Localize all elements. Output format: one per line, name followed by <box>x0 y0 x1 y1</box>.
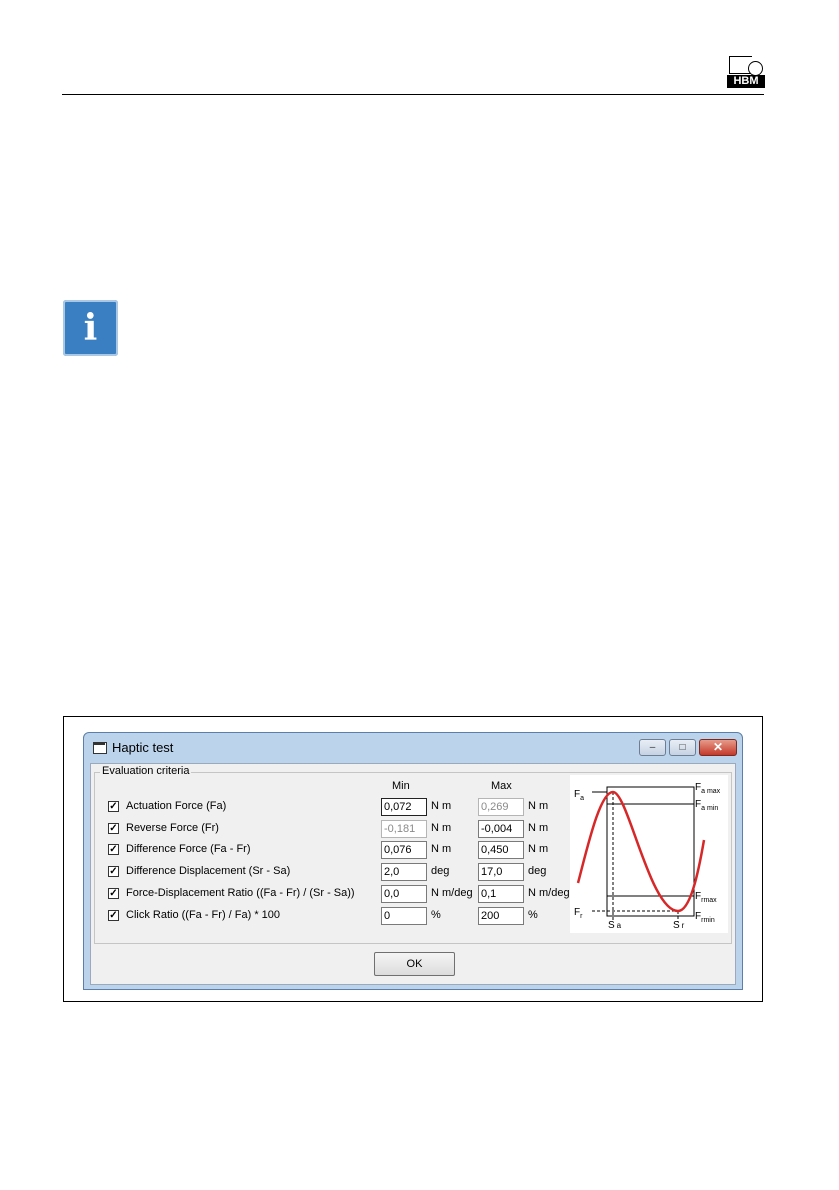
haptic-test-dialog <box>83 732 743 990</box>
criterion-row <box>95 841 565 859</box>
fr-label: $F_r$ <box>574 907 583 920</box>
criterion-row <box>95 885 570 903</box>
min-unit-label: N m <box>431 800 452 812</box>
info-icon-glyph: i <box>83 307 98 349</box>
criterion-label: Actuation Force (Fa) <box>126 800 227 812</box>
hbm-logo <box>727 54 765 91</box>
group-title: Evaluation criteria <box>102 765 190 777</box>
min-value-input[interactable]: 0,076 <box>381 841 427 859</box>
min-value-input[interactable]: 0 <box>381 907 427 925</box>
evaluation-criteria-group <box>94 765 732 944</box>
logo-circle <box>748 61 763 76</box>
criterion-label: Difference Force (Fa - Fr) <box>126 843 251 855</box>
haptic-force-curve <box>578 792 704 911</box>
criterion-row <box>95 798 565 816</box>
criterion-row <box>95 907 565 925</box>
sa-label: S a <box>608 920 622 931</box>
criterion-checkbox[interactable]: ✓ <box>109 801 118 812</box>
max-value-input[interactable]: 17,0 <box>478 863 524 881</box>
max-value-input[interactable]: 0,269 <box>478 798 524 816</box>
min-value-input[interactable]: -0,181 <box>381 820 427 838</box>
criterion-checkbox[interactable]: ✓ <box>109 844 118 855</box>
criterion-label: Difference Displacement (Sr - Sa) <box>126 865 291 877</box>
haptic-curve-svg <box>570 775 728 933</box>
max-unit-label: N m <box>528 822 549 834</box>
maximize-button[interactable]: □ <box>669 739 696 756</box>
criterion-label: Force-Displacement Ratio ((Fa - Fr) / (Sr - Sa)) <box>126 887 355 899</box>
dialog-titlebar[interactable] <box>84 733 742 763</box>
min-value-input[interactable]: 0,072 <box>381 798 427 816</box>
info-icon <box>63 300 118 356</box>
min-value-input[interactable]: 0,0 <box>381 885 427 903</box>
max-value-input[interactable]: -0,004 <box>478 820 524 838</box>
max-value-input[interactable]: 0,450 <box>478 841 524 859</box>
criterion-row <box>95 863 565 881</box>
famax-label: $F_{a max}$ <box>695 782 721 795</box>
min-unit-label: % <box>431 909 441 921</box>
close-button[interactable]: ✕ <box>699 739 737 756</box>
min-value-input[interactable]: 2,0 <box>381 863 427 881</box>
min-unit-label: N m <box>431 822 452 834</box>
dialog-title: Haptic test <box>112 740 174 755</box>
max-unit-label: % <box>528 909 538 921</box>
criterion-checkbox[interactable]: ✓ <box>109 910 118 921</box>
fa-label: $F_a$ <box>574 789 585 802</box>
haptic-curve-diagram <box>570 775 728 933</box>
min-unit-label: deg <box>431 865 450 877</box>
diagram-frame <box>607 787 694 916</box>
criterion-checkbox[interactable]: ✓ <box>109 823 118 834</box>
criterion-label: Reverse Force (Fr) <box>126 822 219 834</box>
max-unit-label: N m/deg <box>528 887 570 899</box>
max-value-input[interactable]: 200 <box>478 907 524 925</box>
criterion-row <box>95 820 565 838</box>
max-unit-label: N m <box>528 843 549 855</box>
frmin-label: $F_{rmin}$ <box>695 911 715 924</box>
max-column-header: Max <box>491 780 512 792</box>
sr-label: S r <box>673 920 685 931</box>
ok-button[interactable]: OK <box>374 952 455 976</box>
min-unit-label: N m/deg <box>431 887 473 899</box>
min-column-header: Min <box>392 780 410 792</box>
min-unit-label: N m <box>431 843 452 855</box>
famin-label: $F_{a min}$ <box>695 799 719 812</box>
criterion-checkbox[interactable]: ✓ <box>109 866 118 877</box>
max-unit-label: deg <box>528 865 547 877</box>
max-unit-label: N m <box>528 800 549 812</box>
logo-text: HBM <box>727 75 765 88</box>
minimize-button[interactable]: – <box>639 739 666 756</box>
header-rule <box>62 94 764 95</box>
criterion-label: Click Ratio ((Fa - Fr) / Fa) * 100 <box>126 909 281 921</box>
dialog-client-area <box>90 763 736 985</box>
criterion-checkbox[interactable]: ✓ <box>109 888 118 899</box>
max-value-input[interactable]: 0,1 <box>478 885 524 903</box>
frmax-label: $F_{rmax}$ <box>695 891 717 904</box>
window-app-icon <box>93 742 107 754</box>
